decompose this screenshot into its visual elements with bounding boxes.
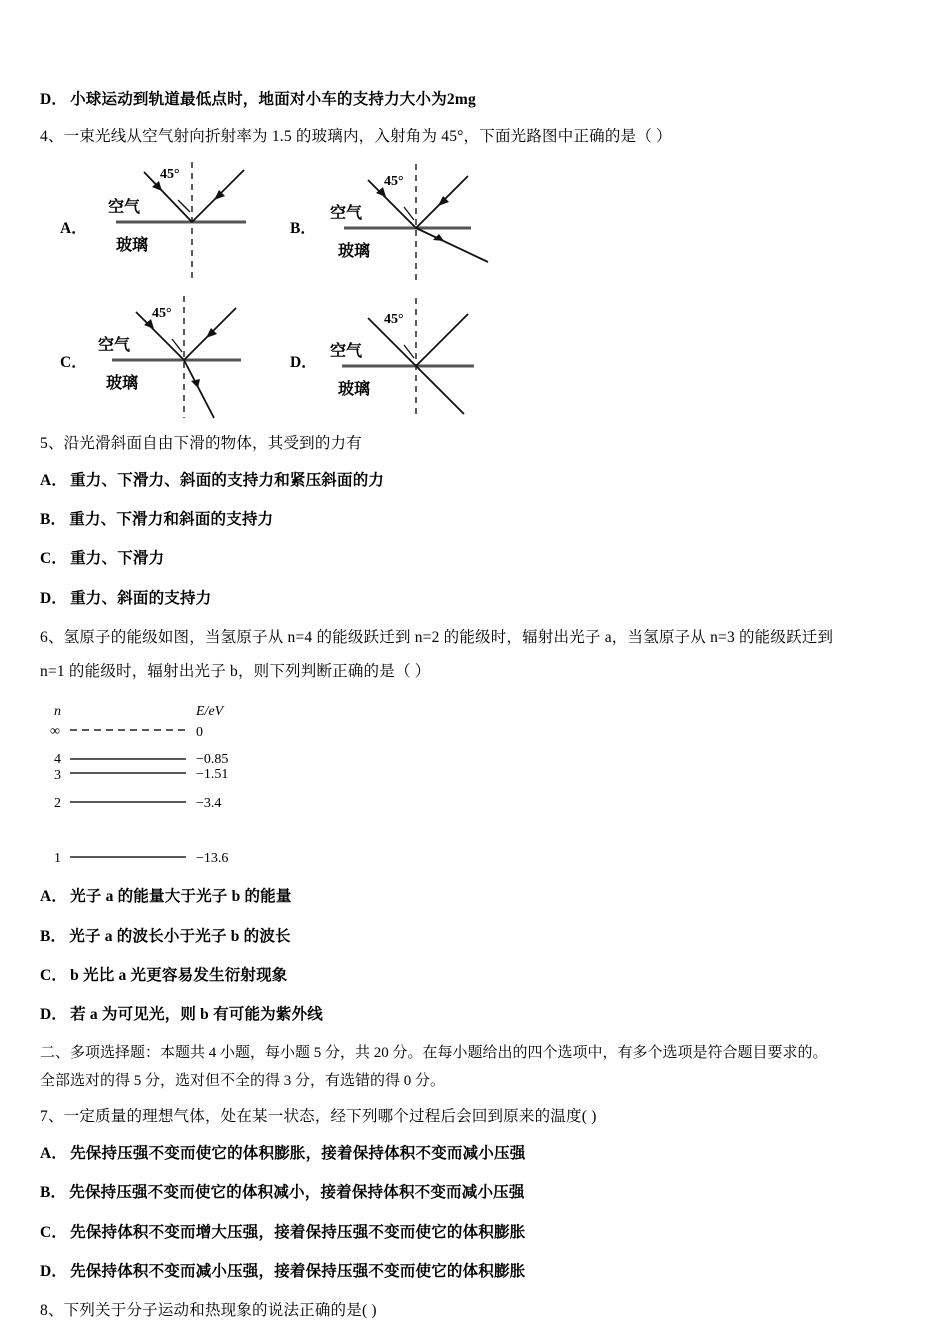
- optics-option-a-label: A．: [60, 219, 87, 237]
- q7-option-d-label: D．: [40, 1262, 68, 1280]
- optics-c-glass: 玻璃: [106, 374, 139, 392]
- q7-option-a: [40, 1142, 918, 1165]
- section2-line1: 二、多项选择题：本题共 4 小题，每小题 5 分，共 20 分。在每小题给出的四个选项中，有多个选项是符合题目要求的。: [40, 1045, 828, 1062]
- q7-option-a-label: A．: [40, 1145, 68, 1162]
- q7-option-a-text: 先保持压强不变而使它的体积膨胀，接着保持体积不变而减小压强: [70, 1145, 526, 1162]
- optics-option-c-label: C．: [60, 353, 87, 371]
- q7-option-b: [40, 1181, 918, 1204]
- q7-option-c: [40, 1221, 918, 1244]
- q6-option-d-label: D．: [40, 1006, 68, 1023]
- optics-c-air: 空气: [98, 336, 131, 354]
- q3-option-d-label: D．: [40, 91, 68, 108]
- energy-level-4-value: −0.85: [196, 752, 229, 768]
- q5-option-d-text: 重力、斜面的支持力: [70, 589, 212, 607]
- q5-stem: 5、沿光滑斜面自由下滑的物体，其受到的力有: [40, 434, 362, 452]
- q7-option-c-label: C．: [40, 1223, 68, 1241]
- q5-option-c-label: C．: [40, 550, 68, 568]
- q7-option-b-text: 先保持压强不变而使它的体积减小，接着保持体积不变而减小压强: [69, 1184, 525, 1202]
- q5-option-d-label: D．: [40, 589, 68, 607]
- energy-level-4-n: 4: [54, 752, 61, 768]
- optics-option-b-label: B．: [290, 219, 316, 237]
- q7-option-d: [40, 1260, 918, 1283]
- q5-option-a-label: A．: [40, 471, 68, 489]
- q5-option-b-text: 重力、下滑力和斜面的支持力: [69, 511, 274, 528]
- q3-option-d: [40, 88, 918, 111]
- q6-option-d-text: 若 a 为可见光，则 b 有可能为紫外线: [70, 1006, 323, 1023]
- q6-option-b: [40, 925, 918, 948]
- energy-n-header: n: [54, 704, 61, 720]
- optics-option-d: [290, 294, 510, 422]
- q6-stem-line2: n=1 的能级时，辐射出光子 b，则下列判断正确的是（ ）: [40, 663, 431, 680]
- q8-stem: 8、下列关于分子运动和热现象的说法正确的是( ): [40, 1302, 377, 1319]
- q5-option-b-label: B．: [40, 511, 67, 528]
- q6-energy-level-diagram: [40, 697, 918, 877]
- q5-option-a-text: 重力、下滑力、斜面的支持力和紧压斜面的力: [70, 471, 385, 489]
- q5-option-a: [40, 469, 918, 492]
- energy-level-inf-n: ∞: [50, 724, 60, 740]
- optics-b-glass: 玻璃: [338, 242, 371, 260]
- energy-level-2-value: −3.4: [196, 796, 222, 812]
- q6-option-b-text: 光子 a 的波长小于光子 b 的波长: [69, 927, 291, 945]
- q4-stem: 4、一束光线从空气射向折射率为 1.5 的玻璃内，入射角为 45°，下面光路图中正确的是（ ）: [40, 128, 672, 146]
- q7-option-c-text: 先保持体积不变而增大压强，接着保持压强不变而使它的体积膨胀: [70, 1223, 526, 1241]
- energy-level-3-value: −1.51: [196, 767, 229, 783]
- q6-option-c-text: b 光比 a 光更容易发生衍射现象: [70, 966, 288, 984]
- q6-option-a-text: 光子 a 的能量大于光子 b 的能量: [70, 888, 292, 906]
- optics-b-angle: 45°: [384, 173, 404, 189]
- energy-level-1-n: 1: [54, 851, 61, 867]
- q6-option-c: [40, 964, 918, 987]
- optics-b-air: 空气: [330, 204, 363, 222]
- q5-option-b: [40, 508, 918, 531]
- optics-d-air: 空气: [330, 342, 363, 360]
- optics-a-air: 空气: [108, 198, 141, 216]
- optics-d-angle: 45°: [384, 311, 404, 327]
- q6-stem-line1: 6、氢原子的能级如图，当氢原子从 n=4 的能级跃迁到 n=2 的能级时，辐射出光子 a，当氢原子从 n=3 的能级跃迁到: [40, 628, 834, 646]
- q5-option-d: [40, 587, 918, 610]
- optics-option-d-label: D．: [290, 353, 317, 371]
- q4-figure-group: [40, 160, 918, 422]
- q6-option-d: [40, 1003, 918, 1026]
- q7-stem: 7、一定质量的理想气体，处在某一状态，经下列哪个过程后会回到原来的温度( ): [40, 1107, 597, 1125]
- optics-a-angle: 45°: [160, 166, 180, 182]
- optics-option-c: [60, 294, 280, 422]
- q5-option-c: [40, 547, 918, 570]
- optics-c-angle: 45°: [152, 305, 172, 321]
- energy-level-3-n: 3: [54, 768, 61, 784]
- page-content: [40, 88, 918, 1336]
- optics-diagram-c: [86, 294, 276, 422]
- optics-a-glass: 玻璃: [116, 236, 149, 254]
- q6-option-c-label: C．: [40, 966, 68, 984]
- section2-line2: 全部选对的得 5 分，选对但不全的得 3 分，有选错的得 0 分。: [40, 1072, 446, 1089]
- energy-level-1-value: −13.6: [196, 851, 229, 867]
- optics-diagram-a: [86, 160, 276, 288]
- optics-d-glass: 玻璃: [338, 380, 371, 398]
- energy-level-2-n: 2: [54, 796, 61, 812]
- q7-option-b-label: B．: [40, 1184, 67, 1202]
- q7-option-d-text: 先保持体积不变而减小压强，接着保持压强不变而使它的体积膨胀: [70, 1262, 526, 1280]
- q6-option-b-label: B．: [40, 927, 67, 945]
- optics-diagram-b: [316, 160, 506, 288]
- q3-option-d-text: 小球运动到轨道最低点时，地面对小车的支持力大小为2mg: [70, 91, 476, 108]
- q6-option-a: [40, 885, 918, 908]
- optics-option-a: [60, 160, 280, 288]
- optics-option-b: [290, 160, 510, 288]
- q5-option-c-text: 重力、下滑力: [70, 550, 165, 568]
- energy-level-inf-value: 0: [196, 725, 203, 741]
- optics-diagram-d: [316, 294, 506, 422]
- energy-e-header: E/eV: [196, 704, 224, 720]
- q6-option-a-label: A．: [40, 888, 68, 906]
